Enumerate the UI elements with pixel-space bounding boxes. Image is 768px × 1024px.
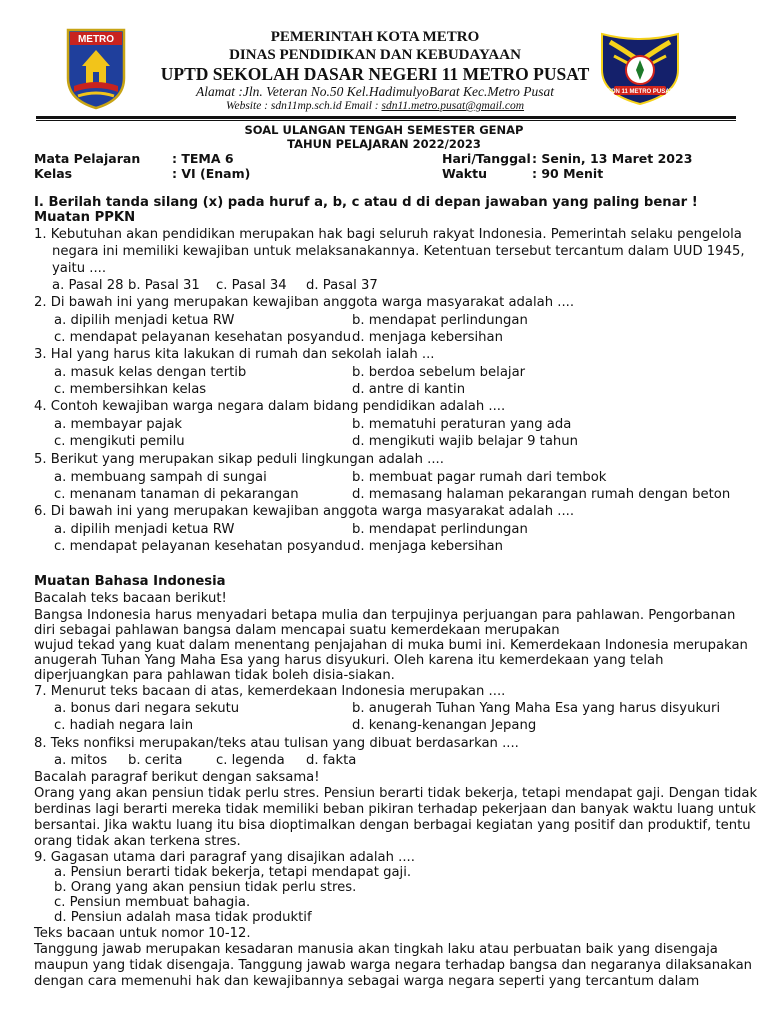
passage-3-line: dengan cara memenuhi hak dan kewajibannya sebagai warga negara seperti yang tercantum dalam bbox=[34, 974, 700, 989]
question-4-text: 4. Contoh kewajiban warga negara dalam bidang pendidikan adalah .... bbox=[34, 399, 506, 414]
section-heading-ppkn: Muatan PPKN bbox=[34, 210, 136, 225]
q6-option-d[interactable]: d. menjaga kebersihan bbox=[352, 539, 503, 554]
q7-option-d[interactable]: d. kenang-kenangan Jepang bbox=[352, 718, 537, 733]
q4-option-c[interactable]: c. mengikuti pemilu bbox=[54, 434, 185, 449]
q9-option-a[interactable]: a. Pensiun berarti tidak bekerja, tetapi mendapat gaji. bbox=[54, 865, 412, 880]
q7-option-a[interactable]: a. bonus dari negara sekutu bbox=[54, 701, 240, 716]
question-5-text: 5. Berikut yang merupakan sikap peduli lingkungan adalah .... bbox=[34, 452, 444, 467]
section-instruction: I. Berilah tanda silang (x) pada huruf a, b, c atau d di depan jawaban yang paling benar ! bbox=[34, 195, 698, 210]
class-label: Kelas bbox=[34, 166, 73, 181]
question-3-text: 3. Hal yang harus kita lakukan di rumah dan sekolah ialah ... bbox=[34, 347, 435, 362]
question-1-text-end: yaitu .... bbox=[52, 261, 107, 276]
question-1-text-cont: negara ini memiliki kewajiban untuk melaksanakannya. Ketentuan tersebut tercantum dalam UUD 1945, bbox=[52, 244, 745, 259]
q9-option-b[interactable]: b. Orang yang akan pensiun tidak perlu stres. bbox=[54, 880, 357, 895]
q5-option-a[interactable]: a. membuang sampah di sungai bbox=[54, 470, 267, 485]
q8-option-a[interactable]: a. mitos bbox=[54, 753, 108, 768]
q2-option-a[interactable]: a. dipilih menjadi ketua RW bbox=[54, 313, 235, 328]
q1-option-c[interactable]: c. Pasal 34 bbox=[216, 278, 287, 293]
q5-option-d[interactable]: d. memasang halaman pekarangan rumah dengan beton bbox=[352, 487, 731, 502]
passage-1-line: anugerah Tuhan Yang Maha Esa yang harus disyukuri. Oleh karena itu kemerdekaan yang telah bbox=[34, 653, 664, 668]
time-value: : 90 Menit bbox=[532, 166, 604, 181]
passage-1-line: diperjuangkan para pahlawan tidak boleh disia-siakan. bbox=[34, 668, 395, 683]
question-6-text: 6. Di bawah ini yang merupakan kewajiban anggota warga masyarakat adalah .... bbox=[34, 504, 575, 519]
exam-year: TAHUN PELAJARAN 2022/2023 bbox=[287, 137, 481, 151]
passage-1-line: wujud tekad yang kuat dalam menentang penjajahan di muka bumi ini. Kemerdekaan Indonesia merupakan bbox=[34, 638, 748, 653]
passage-2-line: orang tidak akan terkena stres. bbox=[34, 834, 241, 849]
passage-1-line: Bangsa Indonesia harus menyadari betapa mulia dan terpujinya perjuangan para pahlawan. Pengorbanan bbox=[34, 608, 736, 623]
q7-option-c[interactable]: c. hadiah negara lain bbox=[54, 718, 194, 733]
q1-option-d[interactable]: d. Pasal 37 bbox=[306, 278, 378, 293]
q6-option-a[interactable]: a. dipilih menjadi ketua RW bbox=[54, 522, 235, 537]
q1-option-b[interactable]: b. Pasal 31 bbox=[128, 278, 200, 293]
gov-name: PEMERINTAH KOTA METRO bbox=[270, 29, 480, 45]
q2-option-d[interactable]: d. menjaga kebersihan bbox=[352, 330, 503, 345]
passage-3-line: Tanggung jawab merupakan kesadaran manusia akan tingkah laku atau perbuatan baik yang disengaja bbox=[34, 942, 718, 957]
q5-option-b[interactable]: b. membuat pagar rumah dari tembok bbox=[352, 470, 607, 485]
question-1-text: 1. Kebutuhan akan pendidikan merupakan hak bagi seluruh rakyat Indonesia. Pemerintah selaku pengelola bbox=[34, 227, 742, 242]
class-value: : VI (Enam) bbox=[172, 166, 251, 181]
metro-emblem-label: METRO bbox=[77, 34, 115, 45]
q8-option-b[interactable]: b. cerita bbox=[128, 753, 183, 768]
time-label: Waktu bbox=[442, 166, 487, 181]
q6-option-b[interactable]: b. mendapat perlindungan bbox=[352, 522, 528, 537]
q4-option-b[interactable]: b. mematuhi peraturan yang ada bbox=[352, 417, 572, 432]
q7-option-b[interactable]: b. anugerah Tuhan Yang Maha Esa yang harus disyukuri bbox=[352, 701, 721, 716]
question-2-text: 2. Di bawah ini yang merupakan kewajiban anggota warga masyarakat adalah .... bbox=[34, 295, 575, 310]
reading-intro-3: Teks bacaan untuk nomor 10-12. bbox=[34, 926, 251, 941]
q5-option-c[interactable]: c. menanam tanaman di pekarangan bbox=[54, 487, 299, 502]
question-9-text: 9. Gagasan utama dari paragraf yang disajikan adalah .... bbox=[34, 850, 415, 865]
passage-2-line: bersantai. Jika waktu luang itu bisa dioptimalkan dengan berbagai kegiatan yang positif dan produktif, tentu bbox=[34, 818, 751, 833]
q6-option-c[interactable]: c. mendapat pelayanan kesehatan posyandu bbox=[54, 539, 352, 554]
passage-1-line: diri sebagai pahlawan bangsa dalam mencapai suatu kemerdekaan merupakan bbox=[34, 623, 560, 638]
q3-option-b[interactable]: b. berdoa sebelum belajar bbox=[352, 365, 526, 380]
subject-value: : TEMA 6 bbox=[172, 151, 234, 166]
q1-option-a[interactable]: a. Pasal 28 bbox=[52, 278, 124, 293]
q3-option-a[interactable]: a. masuk kelas dengan tertib bbox=[54, 365, 247, 380]
school-address: Alamat :Jln. Veteran No.50 Kel.HadimulyoBarat Kec.Metro Pusat bbox=[196, 84, 554, 99]
q8-option-c[interactable]: c. legenda bbox=[216, 753, 285, 768]
dept-name: DINAS PENDIDIKAN DAN KEBUDAYAAN bbox=[229, 47, 521, 63]
reading-intro: Bacalah teks bacaan berikut! bbox=[34, 591, 227, 606]
q9-option-d[interactable]: d. Pensiun adalah masa tidak produktif bbox=[54, 910, 312, 925]
q4-option-a[interactable]: a. membayar pajak bbox=[54, 417, 183, 432]
q3-option-c[interactable]: c. membersihkan kelas bbox=[54, 382, 207, 397]
q2-option-c[interactable]: c. mendapat pelayanan kesehatan posyandu bbox=[54, 330, 352, 345]
q8-option-d[interactable]: d. fakta bbox=[306, 753, 357, 768]
date-value: : Senin, 13 Maret 2023 bbox=[532, 151, 693, 166]
question-8-text: 8. Teks nonfiksi merupakan/teks atau tulisan yang dibuat berdasarkan .... bbox=[34, 736, 519, 751]
q2-option-b[interactable]: b. mendapat perlindungan bbox=[352, 313, 528, 328]
q3-option-d[interactable]: d. antre di kantin bbox=[352, 382, 466, 397]
exam-title: SOAL ULANGAN TENGAH SEMESTER GENAP bbox=[244, 123, 524, 137]
date-label: Hari/Tanggal bbox=[442, 151, 531, 166]
q4-option-d[interactable]: d. mengikuti wajib belajar 9 tahun bbox=[352, 434, 578, 449]
section-heading-bahasa: Muatan Bahasa Indonesia bbox=[34, 574, 226, 589]
school-name: UPTD SEKOLAH DASAR NEGERI 11 METRO PUSAT bbox=[160, 64, 590, 84]
passage-2-line: Orang yang akan pensiun tidak perlu stres. Pensiun berarti tidak bekerja, tetapi mendapat gaji. Dengan tidak bbox=[34, 786, 758, 801]
passage-2-line: berdinas lagi berarti mereka tidak memiliki beban pikiran terhadap pekerjaan dan banyak waktu luang untuk bbox=[34, 802, 756, 817]
school-badge-label: SDN 11 METRO PUSAT bbox=[607, 89, 673, 95]
passage-3-line: maupun yang tidak disengaja. Tanggung jawab warga negara terhadap bangsa dan negaranya dilaksanakan bbox=[34, 958, 753, 973]
email-link[interactable]: sdn11.metro.pusat@gmail.com bbox=[381, 100, 525, 112]
subject-label: Mata Pelajaran bbox=[34, 151, 141, 166]
question-7-text: 7. Menurut teks bacaan di atas, kemerdekaan Indonesia merupakan .... bbox=[34, 684, 506, 699]
q9-option-c[interactable]: c. Pensiun membuat bahagia. bbox=[54, 895, 251, 910]
website-text: Website : sdn11mp.sch.id Email : bbox=[225, 100, 382, 112]
reading-intro-2: Bacalah paragraf berikut dengan saksama! bbox=[34, 770, 320, 785]
